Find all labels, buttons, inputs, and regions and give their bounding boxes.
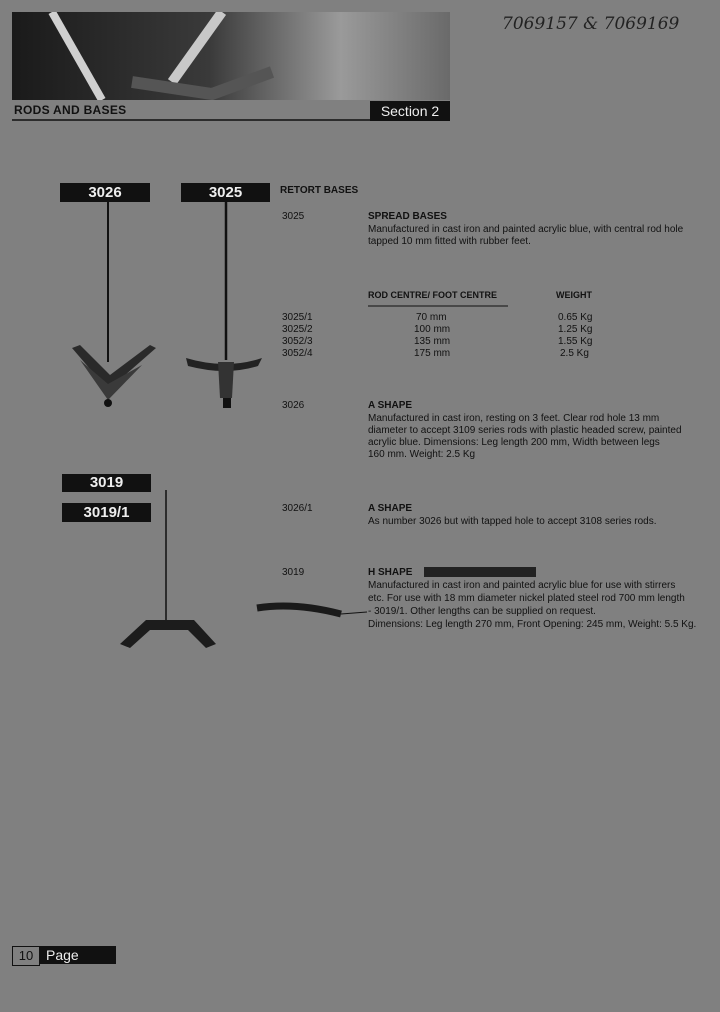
item-3026-1-name: A SHAPE	[368, 503, 413, 514]
page-number: 10	[12, 946, 40, 966]
item-3025-name: SPREAD BASES	[368, 211, 447, 222]
item-3019-desc-1: Manufactured in cast iron and painted acrylic blue for use with stirrers	[368, 580, 676, 591]
table-row-code: 3025/2	[282, 324, 313, 335]
table-row-centre: 175 mm	[414, 348, 451, 359]
table-row-code: 3025/1	[282, 312, 313, 323]
product-image-3026	[60, 200, 170, 415]
table-row-weight: 0.65 Kg	[558, 312, 593, 323]
tag-3019-1: 3019/1	[62, 503, 151, 522]
item-3026-desc-3: acrylic blue. Dimensions: Leg length 200 mm, Width between legs	[368, 437, 660, 448]
section-label: Section 2	[370, 101, 450, 121]
item-3026-desc-1: Manufactured in cast iron, resting on 3 feet. Clear rod hole 13 mm	[368, 413, 660, 424]
hand-drawn-arrow	[255, 598, 375, 628]
item-3019-desc-2: etc. For use with 18 mm diameter nickel plated steel rod 700 mm length	[368, 593, 685, 604]
item-3026-1-desc: As number 3026 but with tapped hole to accept 3108 series rods.	[368, 516, 657, 527]
product-image-3019	[118, 488, 218, 654]
section-title: RODS AND BASES	[14, 103, 127, 117]
table-row-centre: 135 mm	[414, 336, 451, 347]
table-row-centre: 100 mm	[414, 324, 451, 335]
item-3026-name: A SHAPE	[368, 400, 413, 411]
redaction-mark	[424, 565, 539, 579]
tag-3026: 3026	[60, 183, 150, 202]
table-row-weight: 1.55 Kg	[558, 336, 593, 347]
item-3026-code: 3026	[282, 400, 305, 411]
item-3026-desc-2: diameter to accept 3109 series rods with plastic headed screw, painted	[368, 425, 682, 436]
page-label: Page	[40, 946, 116, 964]
table-row-weight: 1.25 Kg	[558, 324, 593, 335]
item-3025-desc-1: Manufactured in cast iron and painted acrylic blue, with central rod hole	[368, 224, 684, 235]
item-3019-name: H SHAPE	[368, 567, 413, 578]
item-3025-desc-2: tapped 10 mm fitted with rubber feet.	[368, 236, 531, 247]
retort-bases-title: RETORT BASES	[280, 185, 359, 196]
item-3026-desc-4: 160 mm. Weight: 2.5 Kg	[368, 449, 476, 460]
item-3025-code: 3025	[282, 211, 305, 222]
table-row-code: 3052/3	[282, 336, 313, 347]
item-3019-code: 3019	[282, 567, 305, 578]
table-header-centre: ROD CENTRE/ FOOT CENTRE	[368, 290, 498, 300]
header-photo-graphic	[12, 12, 450, 100]
product-image-3025	[180, 200, 270, 415]
item-3019-desc-4: Dimensions: Leg length 270 mm, Front Opening: 245 mm, Weight: 5.5 Kg.	[368, 619, 697, 630]
header-photo	[12, 12, 450, 100]
table-header-weight: WEIGHT	[556, 290, 592, 300]
item-3019-desc-3: - 3019/1. Other lengths can be supplied on request.	[368, 606, 596, 617]
handwritten-note: 7069157 & 7069169	[502, 14, 680, 34]
item-3026-1-code: 3026/1	[282, 503, 313, 514]
table-rule	[368, 305, 518, 307]
table-row-weight: 2.5 Kg	[560, 348, 589, 359]
tag-3019: 3019	[62, 474, 151, 492]
table-row-code: 3052/4	[282, 348, 313, 359]
tag-3025: 3025	[181, 183, 270, 202]
table-row-centre: 70 mm	[416, 312, 447, 323]
